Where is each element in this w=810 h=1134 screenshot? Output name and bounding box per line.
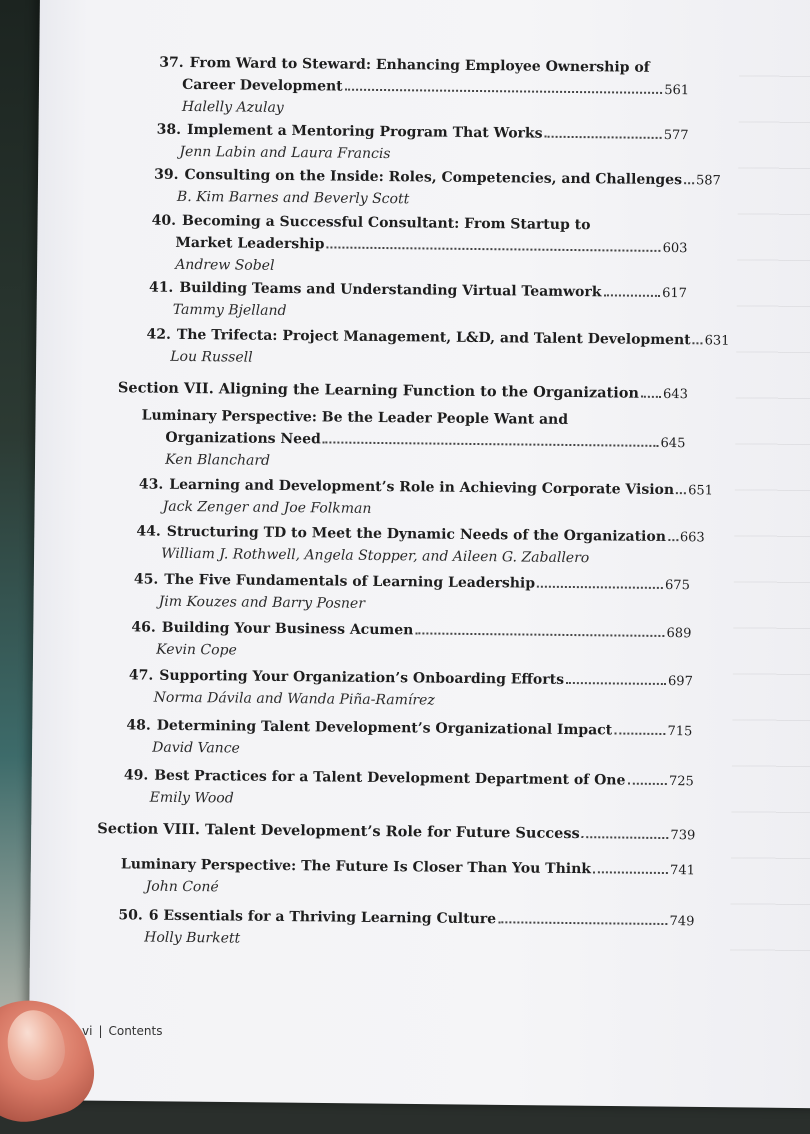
entry-number: 50.: [118, 907, 143, 924]
entry-title: The Trifecta: Project Management, L&D, and Talent Development: [176, 326, 691, 349]
entry-page: 715: [667, 724, 693, 740]
entry-number: 47.: [128, 667, 154, 684]
entry-title: Determining Talent Development’s Organizational Impact: [156, 717, 613, 739]
section-title: Section VIII. Talent Development’s Role for Future Success: [97, 820, 580, 843]
entry-page: 603: [662, 240, 688, 257]
entry-title: Building Teams and Understanding Virtual Teamwork: [179, 279, 602, 301]
entry-title: Implement a Mentoring Program That Works: [186, 121, 543, 142]
entry-author: Lou Russell: [170, 348, 253, 366]
entry-page: 643: [662, 386, 688, 403]
entry-number: 40.: [151, 212, 177, 229]
entry-page: 725: [668, 774, 694, 790]
entry-title: Learning and Development’s Role in Achieving Corporate Vision: [169, 476, 675, 499]
entry-page: 587: [695, 173, 721, 189]
entry-author: Halelly Azulay: [181, 98, 284, 116]
entry-number: 43.: [138, 476, 164, 493]
entry-number: 49.: [123, 767, 149, 784]
entry-author: William J. Rothwell, Angela Stopper, and Aileen G. Zaballero: [161, 545, 590, 567]
toc-entry-47: [129, 664, 693, 713]
entry-title: The Five Fundamentals of Learning Leadership: [164, 571, 536, 592]
entry-title: Consulting on the Inside: Roles, Competencies, and Challenges: [184, 166, 683, 189]
entry-title: Best Practices for a Talent Development Department of One: [154, 767, 626, 789]
entry-number: 46.: [131, 619, 156, 636]
entry-page: 617: [662, 285, 688, 302]
toc-entry-44: [136, 520, 705, 569]
entry-page: 663: [679, 530, 705, 546]
leader-dots: [593, 871, 668, 874]
entry-page: 741: [670, 863, 695, 879]
section-title: Section VII. Aligning the Learning Function to the Organization: [117, 379, 640, 402]
toc-entry-37: [159, 52, 690, 123]
entry-author: Jack Zenger and Joe Folkman: [162, 498, 372, 517]
leader-dots: [498, 921, 667, 925]
toc-entry-48: [126, 714, 692, 763]
entry-author: Ken Blanchard: [165, 451, 271, 469]
leader-dots: [676, 492, 686, 494]
entry-title: Luminary Perspective: The Future Is Closer Than You Think: [120, 856, 592, 878]
leader-dots: [582, 836, 669, 839]
entry-author: David Vance: [152, 739, 240, 757]
toc-entry-luminary-cone: [121, 853, 695, 902]
toc-entry-41: [149, 277, 687, 326]
entry-author: Emily Wood: [149, 789, 234, 807]
entry-author: Jenn Labin and Laura Francis: [179, 143, 391, 163]
footer-page-number: vi: [82, 1024, 93, 1038]
leader-dots: [668, 539, 678, 541]
leader-dots: [544, 136, 661, 139]
entry-title: Supporting Your Organization’s Onboarding Efforts: [159, 667, 565, 688]
entry-author: Kevin Cope: [156, 641, 237, 659]
entry-author: Jim Kouzes and Barry Posner: [158, 593, 366, 612]
entry-title: From Ward to Steward: Enhancing Employee Ownership of: [189, 54, 650, 76]
entry-page: 689: [666, 626, 692, 642]
leader-dots: [345, 89, 663, 94]
entry-author: Holly Burkett: [144, 929, 241, 947]
entry-page: 675: [664, 577, 690, 594]
entry-author: Andrew Sobel: [175, 256, 275, 274]
toc-entry-50: [118, 904, 694, 953]
section-heading-vii: [118, 377, 688, 406]
entry-page: 749: [669, 914, 695, 930]
entry-page: 631: [704, 333, 730, 349]
toc-entry-42: [146, 324, 730, 373]
entry-number: 39.: [154, 166, 179, 183]
leader-dots: [326, 246, 660, 251]
toc-entry-45: [134, 568, 690, 617]
toc-entry-46: [131, 616, 691, 665]
toc-entry-luminary-blanchard: [141, 405, 686, 476]
section-heading-viii: [97, 818, 695, 847]
entry-title: Luminary Perspective: Be the Leader People Want and: [141, 407, 569, 428]
entry-title: Building Your Business Acumen: [161, 619, 414, 639]
toc-entry-39: [154, 164, 721, 213]
entry-page: 561: [664, 82, 690, 99]
toc-entry-49: [124, 764, 694, 813]
entry-title: Structuring TD to Meet the Dynamic Needs of the Organization: [166, 523, 667, 546]
entry-title-cont: Career Development: [182, 76, 343, 95]
leader-dots: [566, 682, 666, 685]
page-footer: [82, 1024, 162, 1038]
toc-entry-43: [138, 473, 714, 522]
entry-title-cont: Organizations Need: [165, 429, 321, 448]
footer-label: Contents: [108, 1024, 163, 1038]
entry-page: 651: [688, 483, 714, 499]
entry-author: B. Kim Barnes and Beverly Scott: [176, 188, 410, 208]
entry-page: 645: [660, 435, 686, 452]
entry-number: 48.: [126, 717, 151, 734]
leader-dots: [641, 396, 661, 398]
entry-number: 44.: [136, 523, 161, 540]
leader-dots: [537, 586, 663, 589]
entry-title: Becoming a Successful Consultant: From Startup to: [181, 212, 591, 234]
entry-number: 42.: [146, 326, 171, 343]
leader-dots: [627, 783, 667, 785]
entry-title-cont: Market Leadership: [175, 234, 325, 253]
entry-page: 739: [670, 828, 696, 844]
entry-page: 697: [667, 674, 693, 690]
leader-dots: [323, 441, 659, 447]
leader-dots: [693, 342, 703, 344]
footer-separator: |: [98, 1024, 103, 1038]
entry-title: 6 Essentials for a Thriving Learning Culture: [148, 907, 497, 928]
entry-number: 41.: [148, 279, 174, 296]
entry-number: 45.: [133, 571, 159, 588]
entry-number: 37.: [159, 54, 184, 71]
toc-entry-40: [151, 210, 688, 281]
leader-dots: [614, 732, 665, 735]
leader-dots: [415, 632, 664, 637]
toc-entry-38: [156, 119, 688, 168]
entry-number: 38.: [156, 121, 182, 138]
leader-dots: [603, 294, 660, 297]
entry-page: 577: [663, 127, 689, 144]
leader-dots: [684, 182, 694, 184]
entry-author: John Coné: [145, 878, 219, 896]
entry-author: Norma Dávila and Wanda Piña-Ramírez: [153, 689, 435, 709]
entry-author: Tammy Bjelland: [172, 301, 287, 320]
